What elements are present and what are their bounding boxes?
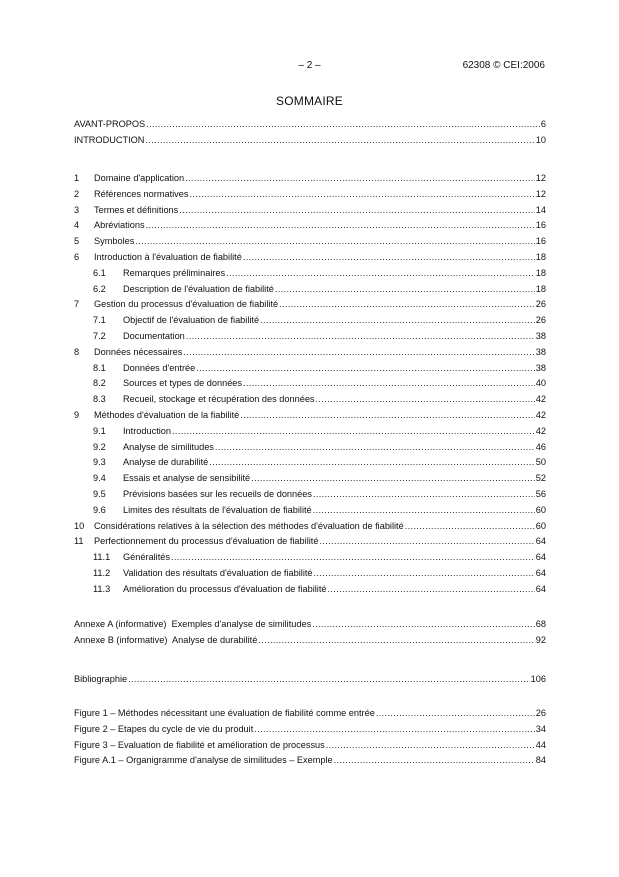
toc-subsection-number: 9.1	[93, 425, 106, 436]
toc-subsection-page: 52	[535, 473, 546, 484]
toc-subsection-title: Introduction	[123, 425, 172, 436]
toc-subsection-title: Généralités	[123, 552, 170, 563]
toc-section[interactable]	[74, 250, 546, 266]
toc-entry-page: 10	[535, 134, 546, 145]
toc-subsection[interactable]	[74, 392, 546, 408]
toc-section-title: Données nécessaires	[94, 346, 183, 357]
toc-figure[interactable]	[74, 738, 546, 754]
toc-subsection-title: Analyse de durabilité	[123, 457, 209, 468]
toc-section-number: 2	[74, 188, 80, 199]
toc-section-page: 18	[535, 251, 546, 262]
toc-subsection[interactable]	[74, 266, 546, 282]
toc-entry-text: AVANT-PROPOS	[74, 119, 146, 129]
toc-subsection-number: 9.5	[93, 488, 106, 499]
toc-section-number: 6	[74, 251, 80, 262]
toc-subsection-title: Objectif de l'évaluation de fiabilité	[123, 315, 260, 326]
toc-section-number: 5	[74, 236, 80, 247]
toc-subsection[interactable]	[74, 376, 546, 392]
toc-subsection[interactable]	[74, 313, 546, 329]
toc-annexes	[74, 617, 546, 649]
toc-subsection-title: Recueil, stockage et récupération des données	[123, 394, 315, 405]
toc-section[interactable]	[74, 519, 546, 535]
toc-annex-title: Annexe A (informative) Exemples d'analyse de similitudes	[74, 619, 312, 629]
toc-subsection-title: Essais et analyse de sensibilité	[123, 473, 251, 484]
toc-section-page: 64	[535, 536, 546, 547]
toc-bibliography-page: 106	[530, 674, 546, 684]
toc-section-number: 3	[74, 204, 80, 215]
toc-subsection-page: 18	[535, 283, 546, 294]
toc-subsection-number: 11.1	[93, 552, 111, 563]
toc-figure[interactable]	[74, 753, 546, 769]
toc-subsection-page: 42	[535, 425, 546, 436]
toc-bibliography-title: Bibliographie	[74, 674, 128, 684]
toc-section-page: 14	[535, 204, 546, 215]
toc-subsection-number: 7.1	[93, 315, 106, 326]
toc-entry[interactable]	[74, 117, 546, 133]
page-title: SOMMAIRE	[276, 94, 343, 108]
toc-section[interactable]	[74, 171, 546, 187]
toc-figure[interactable]	[74, 706, 546, 722]
toc-section-number: 8	[74, 346, 80, 357]
toc-figure-title: Figure A.1 – Organigramme d'analyse de similitudes – Exemple	[74, 755, 333, 766]
toc-entry-page: 6	[540, 119, 546, 129]
toc-figure-page: 34	[535, 723, 546, 734]
toc-subsection-page: 38	[535, 330, 546, 341]
toc-section[interactable]	[74, 534, 546, 550]
toc-section-number: 11	[74, 536, 84, 547]
toc-section[interactable]	[74, 234, 546, 250]
toc-figure[interactable]	[74, 722, 546, 738]
toc-subsection-page: 64	[535, 567, 546, 578]
toc-section-page: 26	[535, 299, 546, 310]
toc-section-title: Symboles	[94, 236, 135, 247]
toc-subsection-title: Prévisions basées sur les recueils de données	[123, 488, 312, 499]
toc-section-title: Domaine d'application	[94, 173, 185, 183]
toc-subsection-number: 11.2	[93, 567, 111, 578]
toc-section-page: 42	[535, 409, 546, 420]
toc-subsection-number: 7.2	[93, 330, 106, 341]
toc-subsection-page: 18	[535, 267, 546, 278]
toc-section[interactable]	[74, 408, 546, 424]
toc-annex[interactable]	[74, 633, 546, 649]
toc-subsection[interactable]	[74, 550, 546, 566]
toc-entry[interactable]	[74, 672, 546, 688]
toc-entry-text: INTRODUCTION	[74, 134, 145, 145]
toc-annex-title: Annexe B (informative) Analyse de durabilité	[74, 634, 258, 645]
toc-section-page: 60	[535, 520, 546, 531]
toc-subsection[interactable]	[74, 282, 546, 298]
toc-subsection-title: Remarques préliminaires	[123, 267, 226, 278]
toc-figure-title: Figure 3 – Evaluation de fiabilité et amélioration de processus	[74, 739, 325, 750]
toc-section-number: 9	[74, 409, 80, 420]
toc-section-title: Termes et définitions	[94, 204, 179, 215]
toc-subsection[interactable]	[74, 455, 546, 471]
toc-subsection[interactable]	[74, 329, 546, 345]
toc-figure-title: Figure 1 – Méthodes nécessitant une évaluation de fiabilité comme entrée	[74, 708, 375, 718]
toc-subsection[interactable]	[74, 582, 546, 598]
toc-section-number: 1	[74, 173, 80, 183]
toc-subsection-title: Limites des résultats de l'évaluation de fiabilité	[123, 504, 312, 515]
toc-bibliography	[74, 672, 546, 688]
toc-annex[interactable]	[74, 617, 546, 633]
toc-section-number: 7	[74, 299, 80, 310]
toc-subsection-title: Amélioration du processus d'évaluation de fiabilité	[123, 583, 327, 594]
toc-section-title: Introduction à l'évaluation de fiabilité	[94, 251, 242, 262]
toc-section-title: Considérations relatives à la sélection des méthodes d'évaluation de fiabilité	[94, 520, 404, 531]
toc-figure-title: Figure 2 – Etapes du cycle de vie du produit	[74, 723, 254, 734]
toc-subsection[interactable]	[74, 566, 546, 582]
toc-subsection-number: 6.2	[93, 283, 106, 294]
toc-subsection-page: 40	[535, 378, 546, 389]
toc-section-page: 38	[535, 346, 546, 357]
toc-section[interactable]	[74, 297, 546, 313]
toc-figure-page: 26	[535, 708, 546, 718]
toc-subsection-number: 11.3	[93, 583, 111, 594]
toc-front-matter	[74, 117, 546, 149]
toc-section-page: 16	[535, 236, 546, 247]
toc-subsection-number: 9.3	[93, 457, 106, 468]
toc-section-title: Méthodes d'évaluation de la fiabilité	[94, 409, 240, 420]
toc-subsection-page: 38	[535, 362, 546, 373]
toc-subsection[interactable]	[74, 361, 546, 377]
toc-section-title: Gestion du processus d'évaluation de fiabilité	[94, 299, 279, 310]
toc-subsection-number: 6.1	[93, 267, 106, 278]
toc-subsection[interactable]	[74, 440, 546, 456]
toc-subsection-page: 60	[535, 504, 546, 515]
toc-section-number: 10	[74, 520, 85, 531]
toc-subsection-number: 8.2	[93, 378, 106, 389]
toc-subsection-title: Documentation	[123, 330, 185, 341]
toc-subsection-page: 42	[535, 394, 546, 405]
toc-subsection-number: 9.6	[93, 504, 106, 515]
toc-subsection-title: Analyse de similitudes	[123, 441, 214, 452]
toc-section-page: 12	[535, 188, 546, 199]
toc-subsection-page: 26	[535, 315, 546, 326]
toc-subsection[interactable]	[74, 471, 546, 487]
toc-subsection-page: 64	[535, 583, 546, 594]
toc-subsection-title: Validation des résultats d'évaluation de fiabilité	[123, 567, 313, 578]
toc-entry[interactable]	[74, 133, 546, 149]
toc-subsection-page: 50	[535, 457, 546, 468]
toc-section-title: Références normatives	[94, 188, 189, 199]
toc-figures	[74, 706, 546, 769]
toc-subsection[interactable]	[74, 487, 546, 503]
toc-subsection-number: 8.1	[93, 362, 106, 373]
toc-figure-page: 84	[535, 755, 546, 766]
toc-section-title: Perfectionnement du processus d'évaluation de fiabilité	[94, 536, 319, 547]
toc-annex-page: 92	[535, 634, 546, 645]
toc-subsection[interactable]	[74, 503, 546, 519]
toc-subsection-page: 64	[535, 552, 546, 563]
toc-section[interactable]	[74, 203, 546, 219]
toc-subsection-page: 46	[535, 441, 546, 452]
toc-subsection-number: 8.3	[93, 394, 106, 405]
toc-section[interactable]	[74, 345, 546, 361]
toc-section[interactable]	[74, 187, 546, 203]
toc-section-title: Abréviations	[94, 220, 145, 231]
toc-annex-page: 68	[535, 619, 546, 629]
toc-subsection-title: Description de l'évaluation de fiabilité	[123, 283, 274, 294]
toc-subsection-title: Sources et types de données	[123, 378, 243, 389]
toc-section-page: 16	[535, 220, 546, 231]
toc-subsection-page: 56	[535, 488, 546, 499]
toc-subsection-number: 9.4	[93, 473, 106, 484]
toc-figure-page: 44	[535, 739, 546, 750]
page-number: – 2 –	[298, 60, 321, 71]
toc-subsection-number: 9.2	[93, 441, 106, 452]
toc-subsection[interactable]	[74, 424, 546, 440]
toc-section-page: 12	[535, 173, 546, 183]
toc-sections	[74, 171, 546, 598]
toc-section-number: 4	[74, 220, 80, 231]
toc-subsection-title: Données d'entrée	[123, 362, 196, 373]
standard-reference: 62308 © CEI:2006	[462, 60, 545, 71]
toc-section[interactable]	[74, 218, 546, 234]
